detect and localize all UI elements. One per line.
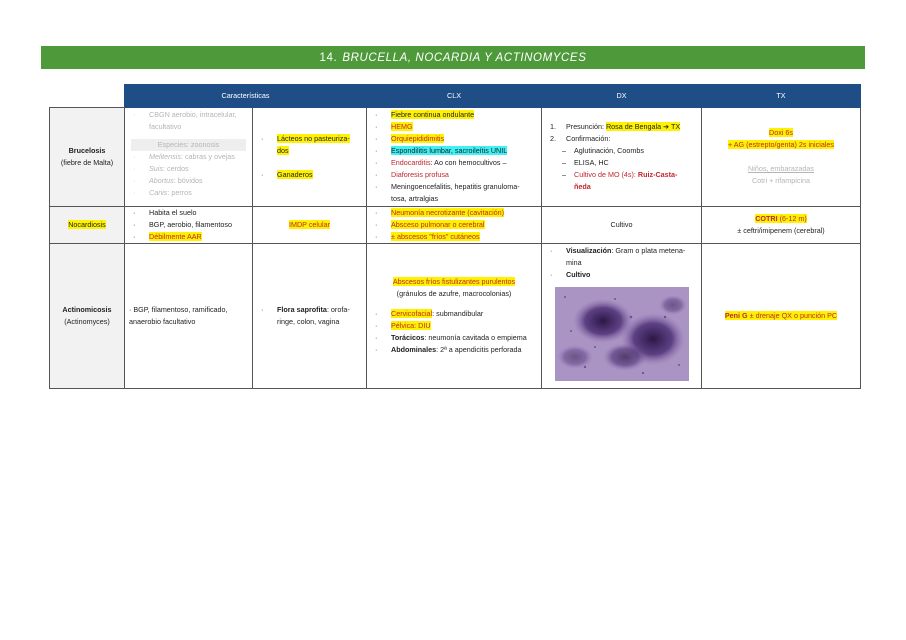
actinomicosis-epidemiology: [253, 244, 367, 389]
actinomicosis-clinical: Abscesos fríos fistulizantes purulentos (gránulos de azufre, macrocolonias) · Cervicofacial: submandibular · Pélvica: DIU · Torácicos: neumonía cavitada o empiema · Abdominales: 2ª a apendicitis perforada: [367, 244, 542, 389]
list-item: · Meningoencefalitis, hepatitis granuloma- tosa, artralgias: [371, 181, 537, 205]
actinomicosis-diagnosis: [542, 244, 702, 389]
header-tx: TX: [702, 85, 861, 108]
list-item: · Lácteos no pasteuriza- dos: [257, 133, 362, 157]
list-item: · CBGN aerobio, intracelular, facultativo: [129, 109, 248, 133]
nocardiosis-clinical: [367, 207, 542, 244]
brucelosis-diagnosis: [542, 108, 702, 207]
list-item: · Ganaderos: [257, 169, 362, 181]
nocardiosis-treatment: COTRI (6-12 m) ± ceftri/imipenem (cerebral): [702, 207, 861, 244]
list-item: · Neumonía necrotizante (cavitación): [371, 207, 537, 219]
disease-name-brucelosis: Brucelosis (fiebre de Malta): [50, 108, 125, 207]
list-item: · BGP, aerobio, filamentoso: [129, 219, 248, 231]
species-band: Especies: zoonosis: [131, 139, 246, 151]
table-row-nocardiosis: [50, 207, 861, 244]
list-item: · Absceso pulmonar o cerebral: [371, 219, 537, 231]
brucelosis-treatment: Doxi 6s + AG (estrepto/genta) 2s iniciales Niños, embarazadas Cotri + rifampicina: [702, 108, 861, 207]
list-item: · Cervicofacial: submandibular: [371, 308, 537, 320]
header-dx: DX: [542, 85, 702, 108]
brucelosis-clinical: [367, 108, 542, 207]
list-item: · Endocarditis: Ao con hemocultivos –: [371, 157, 537, 169]
list-item: · Suis: cerdos: [129, 163, 248, 175]
list-item: 1. Presunción: Rosa de Bengala ➔ TX: [550, 122, 681, 131]
brucelosis-epidemiology: [253, 108, 367, 207]
list-item: – ELISA, HC: [554, 157, 697, 169]
list-item: · Abortus: bóvidos: [129, 175, 248, 187]
list-item: · Espondilitis lumbar, sacroileítis UNIL: [371, 145, 537, 157]
list-item: · Abdominales: 2ª a apendicitis perforada: [371, 344, 537, 356]
list-item: · Canis: perros: [129, 187, 248, 199]
infection-table: [49, 84, 861, 389]
list-item: · Torácicos: neumonía cavitada o empiema: [371, 332, 537, 344]
actinomicosis-characteristics: · BGP, filamentoso, ramificado, anaerobio facultativo: [125, 244, 253, 389]
list-item: · Fiebre continua ondulante: [371, 109, 537, 121]
list-item: · Pélvica: DIU: [371, 320, 537, 332]
list-item: · Visualización: Gram o plata metena- mina: [546, 245, 697, 269]
list-item: · HEMG: [371, 121, 537, 133]
table-row-actinomicosis: [50, 244, 861, 389]
disease-name-nocardiosis: Nocardiosis: [50, 207, 125, 244]
nocardiosis-characteristics: [125, 207, 253, 244]
list-item: · ± abscesos "fríos" cutáneos: [371, 231, 537, 243]
brucelosis-characteristics: [125, 108, 253, 207]
header-clx: CLX: [367, 85, 542, 108]
actinomicosis-treatment: Peni G ± drenaje QX o punción PC: [702, 244, 861, 389]
list-item: · Flora saprofita: orofa- ringe, colon, vagina: [257, 304, 362, 328]
nocardiosis-diagnosis: Cultivo: [542, 207, 702, 244]
list-item: · Habita el suelo: [129, 207, 248, 219]
list-item: · Orquiepididimitis: [371, 133, 537, 145]
list-item: 2. Confirmación:: [550, 134, 611, 143]
nocardiosis-epidemiology: IMDP celular: [253, 207, 367, 244]
list-item: · Diaforesis profusa: [371, 169, 537, 181]
list-item: · Melitensis: cabras y ovejas: [129, 151, 248, 163]
disease-name-actinomicosis: Actinomicosis (Actinomyces): [50, 244, 125, 389]
section-number: 14.: [319, 51, 338, 64]
list-item: – Cultivo de MO (4s): Ruiz-Casta- ñeda: [554, 169, 697, 193]
header-blank: [50, 85, 125, 108]
table-header-row: [50, 85, 861, 108]
list-item: – Aglutinación, Coombs: [554, 145, 697, 157]
table-row-brucelosis: [50, 108, 861, 207]
section-title-banner: [41, 46, 865, 69]
actinomyces-micrograph: [555, 287, 689, 381]
section-title: BRUCELLA, NOCARDIA Y ACTINOMYCES: [342, 51, 587, 64]
list-item: · Cultivo: [546, 269, 697, 281]
header-caracteristicas: Características: [125, 85, 367, 108]
list-item: · Débilmente AAR: [129, 231, 248, 243]
